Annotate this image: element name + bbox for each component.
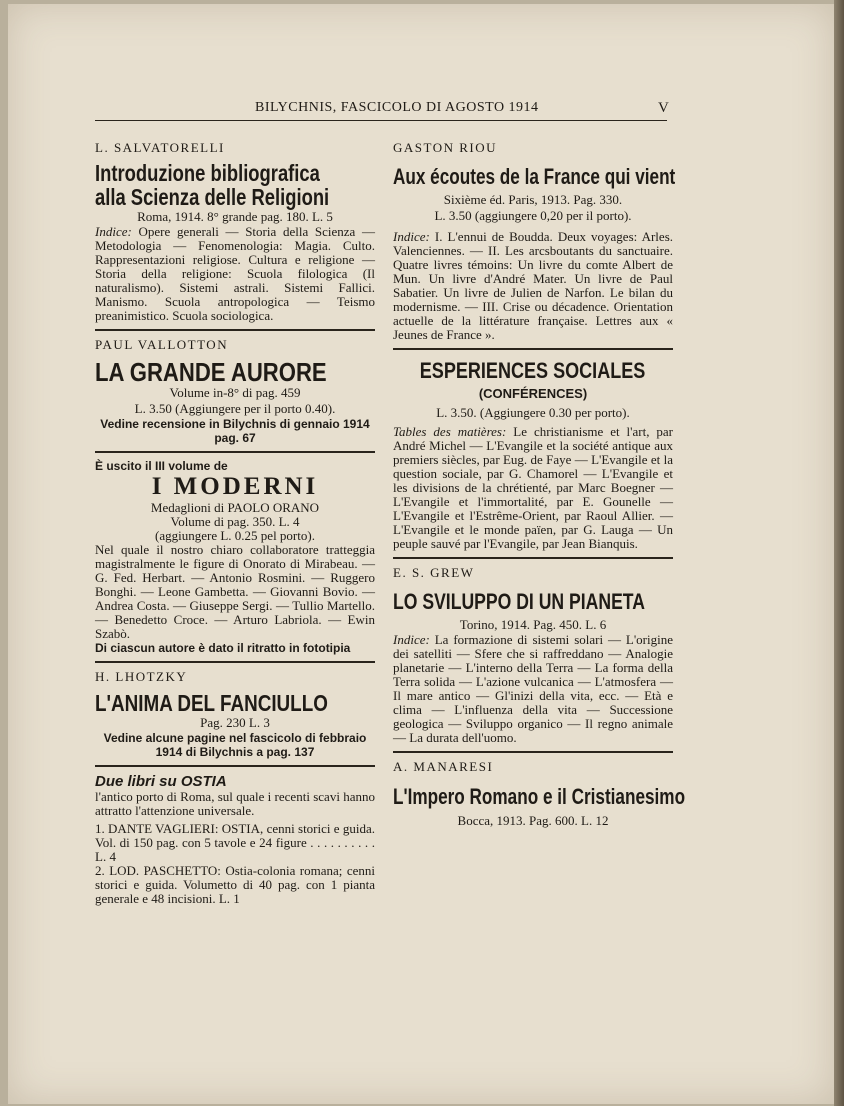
author-lhotzky: H. LHOTZKY	[95, 669, 188, 684]
toc-text: Le christianisme et l'art, par André Michel — L'Evangile et la société antique aux premiers siècles, par Eug. de Faye — L'Evangile et la question sociale, par G. Chamorel — L'Evangile et les divisions de la chrétienté, par Marc Boegner — L'Evangile et l'immortalité, par E. Gounelle — L'Evangile et l'Estrême-Orient, par Raoul Allier. — L'Evangile et le monde païen, par G. Lauga — Un peuple sauvé par l'Evangile, par Jean Bianquis.	[393, 424, 673, 551]
divider	[95, 661, 375, 663]
book-spine	[834, 0, 844, 1106]
body-moderni: Nel quale il nostro chiaro collaboratore tratteggia magistralmente le figure di Onorato di Mirabeau. — G. Fed. Herbart. — Antonio Rosmini. — Ruggero Bonghi. — Leone Gambetta. — Giovanni Bovio. — Andrea Costa. — Giuseppe Sergi. — Tullio Martello. — Benedetto Croce. — Arturo Labriola. — Ewin Szabò.	[95, 542, 375, 641]
riou-block	[393, 140, 676, 342]
note-vallotton: Vedine recensione in Bilychnis di gennaio 1914 pag. 67	[100, 417, 370, 445]
sub-moderni-3: (aggiungere L. 0.25 pel porto).	[155, 528, 315, 543]
grew-block	[393, 565, 673, 745]
toc-label: Tables des matières:	[393, 424, 507, 439]
title-salvatorelli-1: Introduzione bibliografica	[95, 160, 320, 186]
author-manaresi: A. MANARESI	[393, 759, 494, 774]
esperiences-block	[393, 356, 673, 551]
left-column	[95, 140, 375, 906]
pub-riou-2: L. 3.50 (aggiungere 0,20 per il porto).	[434, 208, 632, 223]
price-esperiences: L. 3.50. (Aggiungere 0.30 per porto).	[436, 405, 630, 420]
page-number: V	[658, 100, 669, 116]
title-salvatorelli-2: alla Scienza delle Religioni	[95, 184, 330, 210]
lhotzky-block	[95, 669, 375, 759]
title-ostia: Due libri su OSTIA	[95, 773, 227, 790]
toc-esperiences	[393, 425, 673, 551]
price-vallotton: L. 3.50 (Aggiungere per il porto 0.40).	[134, 401, 336, 416]
running-header: BILYCHNIS, FASCICOLO DI AGOSTO 1914	[255, 100, 539, 115]
index-text: I. L'ennui de Boudda. Deux voyages: Arles. Valenciennes. — II. Les arcsboutants du sanctuaire. Quatre livres témoins: Un livre du comte Albert de Mun. Un livre d'André Mater. Un livre de Paul Sabatier. Un livre de Julien de Narfon. Le bilan du modernisme. — III. Crise ou décadence. Orientation actuelle de la littérature française. Lettres aux « Jeunes de France ».	[393, 229, 674, 342]
title-vallotton: LA GRANDE AURORE	[95, 357, 327, 387]
title-manaresi: L'Impero Romano e il Cristianesimo	[393, 784, 686, 809]
sub-moderni-1: Medaglioni di PAOLO ORANO	[150, 500, 320, 515]
pub-salvatorelli: Roma, 1914. 8° grande pag. 180. L. 5	[137, 209, 333, 224]
title-moderni: I MODERNI	[151, 473, 319, 500]
index-salvatorelli	[95, 225, 375, 323]
right-column	[393, 140, 686, 829]
index-riou	[393, 230, 673, 342]
note-lhotzky: Vedine alcune pagine nel fascicolo di febbraio 1914 di Bilychnis a pag. 137	[103, 731, 367, 759]
intro-moderni: È uscito il III volume de	[95, 459, 228, 473]
title-grew: LO SVILUPPO DI UN PIANETA	[393, 589, 645, 614]
moderni-block	[95, 459, 375, 655]
sub-esperiences: (CONFÉRENCES)	[478, 386, 588, 401]
vallotton-block	[95, 337, 375, 445]
note-moderni: Di ciascun autore è dato il ritratto in fototipia	[95, 641, 351, 655]
author-grew: E. S. GREW	[393, 565, 475, 580]
index-grew	[393, 633, 673, 745]
divider	[95, 451, 375, 453]
pub-grew: Torino, 1914. Pag. 450. L. 6	[459, 617, 607, 632]
index-text: La formazione di sistemi solari — L'origine dei satelliti — Sfere che si raffreddano — Analogie planetarie — L'interno della Terra — La forma della Terra solida — L'azione vulcanica — L'atmosfera — Il mare antico — Gl'inizi della vita, ecc. — Età e clima — L'influenza della vita — Successione geologica — Sviluppo organico — Il regno animale — La durata dell'uomo.	[393, 632, 673, 745]
author-salvatorelli: L. SALVATORELLI	[95, 140, 225, 155]
title-esperiences: ESPERIENCES SOCIALES	[420, 358, 646, 383]
divider	[393, 751, 673, 753]
ostia-item-2: 2. LOD. PASCHETTO: Ostia-colonia romana; cenni storici e guida. Volumetto di 40 pag. con 1 pianta generale e 48 incisioni. L. 1	[95, 863, 375, 906]
header-rule	[95, 120, 667, 121]
vol-vallotton: Volume in-8° di pag. 459	[169, 385, 301, 400]
author-vallotton: PAUL VALLOTTON	[95, 337, 229, 352]
index-label: Indice:	[95, 224, 132, 239]
title-riou: Aux écoutes de la France qui vient	[393, 164, 676, 189]
index-label: Indice:	[393, 632, 430, 647]
intro-ostia: l'antico porto di Roma, sul quale i recenti scavi hanno attratto l'attenzione universale.	[95, 789, 375, 818]
pub-manaresi: Bocca, 1913. Pag. 600. L. 12	[457, 813, 609, 828]
author-riou: GASTON RIOU	[393, 140, 498, 155]
ostia-item-1: 1. DANTE VAGLIERI: OSTIA, cenni storici e guida. Vol. di 150 pag. con 5 tavole e 24 figure . . . . . . . . . . L. 4	[95, 821, 375, 864]
divider	[95, 765, 375, 767]
salvatorelli-block	[95, 140, 375, 323]
ostia-block	[95, 773, 375, 906]
manaresi-block	[393, 759, 686, 829]
pub-riou-1: Sixième éd. Paris, 1913. Pag. 330.	[443, 192, 623, 207]
sub-moderni-2: Volume di pag. 350. L. 4	[170, 514, 300, 529]
index-text: Opere generali — Storia della Scienza — Metodologia — Fenomenologia: Magia. Culto. Rappresentazioni religiose. Cultura e religione — Storia della religione: Scuola filologica (Il naturalismo). Sistemi astrali. Sistemi Fallici. Manismo. Scuola antropologica — Teismo preanimistico. Scuola sociologica.	[95, 224, 376, 323]
divider	[393, 557, 673, 559]
title-lhotzky: L'ANIMA DEL FANCIULLO	[95, 690, 328, 716]
index-label: Indice:	[393, 229, 430, 244]
divider	[95, 329, 375, 331]
divider	[393, 348, 673, 350]
pub-lhotzky: Pag. 230 L. 3	[200, 715, 270, 730]
